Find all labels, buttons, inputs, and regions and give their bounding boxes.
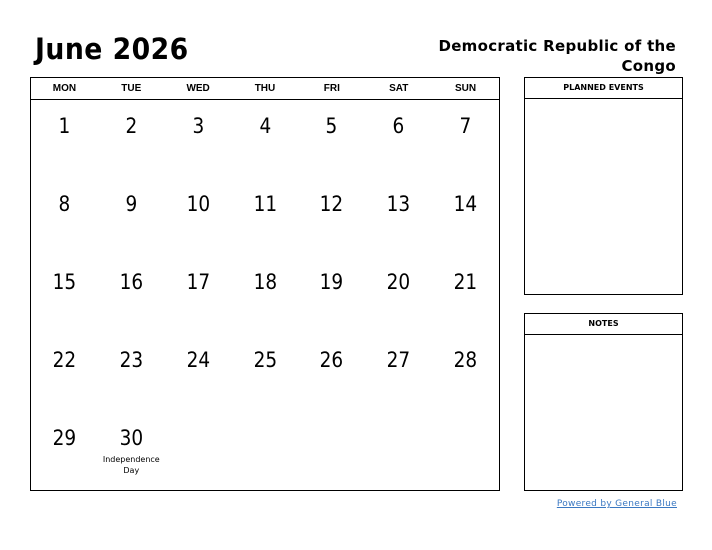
country-name: Democratic Republic of the Congo	[438, 37, 676, 75]
day-cell	[432, 178, 499, 256]
day-number: 12	[320, 192, 344, 216]
day-cell	[365, 178, 432, 256]
planned-events-panel	[524, 77, 683, 295]
day-cell	[298, 100, 365, 178]
day-number: 27	[386, 348, 411, 372]
day-number: 14	[453, 192, 478, 216]
day-number: 28	[453, 348, 478, 372]
day-number: 22	[52, 348, 77, 372]
day-cell	[31, 256, 98, 334]
day-cell	[98, 334, 165, 412]
weekday-label: MON	[52, 83, 77, 94]
weekday-label: SAT	[389, 83, 409, 94]
calendar-grid	[30, 77, 500, 491]
weekday-label: SUN	[455, 83, 477, 94]
day-cell	[31, 178, 98, 256]
day-number: 25	[253, 348, 277, 372]
day-cell	[31, 412, 98, 490]
weekday-header	[31, 78, 499, 100]
day-cell	[432, 256, 499, 334]
day-cell	[31, 334, 98, 412]
weekday-label: TUE	[121, 83, 142, 94]
day-cell	[232, 178, 299, 256]
day-cell	[365, 256, 432, 334]
day-cell	[165, 178, 232, 256]
day-number: 30	[119, 426, 144, 450]
day-cell	[432, 100, 499, 178]
day-number: 1	[58, 114, 71, 138]
day-number: 19	[320, 270, 344, 294]
powered-by-link[interactable]: Powered by General Blue	[556, 499, 677, 509]
planned-events-heading: PLANNED EVENTS	[525, 78, 682, 99]
day-cell	[365, 100, 432, 178]
day-number: 18	[253, 270, 277, 294]
day-number: 20	[386, 270, 411, 294]
day-cell	[98, 256, 165, 334]
day-cell	[365, 334, 432, 412]
day-number: 2	[125, 114, 138, 138]
weekday-label: FRI	[323, 83, 340, 94]
day-number: 26	[320, 348, 344, 372]
day-cell	[98, 412, 165, 490]
notes-panel	[524, 313, 683, 491]
day-cell	[298, 256, 365, 334]
day-number: 15	[52, 270, 77, 294]
day-number: 6	[392, 114, 405, 138]
day-number: 23	[119, 348, 144, 372]
day-number: 16	[119, 270, 144, 294]
day-number: 29	[52, 426, 77, 450]
day-number: 17	[186, 270, 210, 294]
day-cell	[298, 334, 365, 412]
page-title: June 2026	[35, 32, 189, 66]
calendar-days	[31, 100, 499, 490]
day-cell	[165, 100, 232, 178]
day-number: 24	[186, 348, 210, 372]
day-number: 9	[125, 192, 138, 216]
day-number: 21	[453, 270, 478, 294]
day-number: 5	[325, 114, 338, 138]
weekday-label: THU	[254, 83, 276, 94]
day-cell	[165, 256, 232, 334]
day-number: 3	[192, 114, 205, 138]
day-cell	[232, 256, 299, 334]
weekday-label: WED	[186, 83, 210, 94]
day-cell	[31, 100, 98, 178]
day-cell	[98, 178, 165, 256]
day-number: 11	[253, 192, 277, 216]
day-cell	[232, 334, 299, 412]
notes-heading: NOTES	[525, 314, 682, 335]
day-cell	[232, 100, 299, 178]
day-number: 13	[386, 192, 411, 216]
day-number: 4	[259, 114, 271, 138]
day-number: 10	[186, 192, 210, 216]
day-number: 8	[58, 192, 71, 216]
day-cell	[165, 334, 232, 412]
holiday-label: Independence Day	[102, 455, 160, 475]
day-cell	[98, 100, 165, 178]
day-number: 7	[459, 114, 472, 138]
day-cell	[298, 178, 365, 256]
day-cell	[432, 334, 499, 412]
